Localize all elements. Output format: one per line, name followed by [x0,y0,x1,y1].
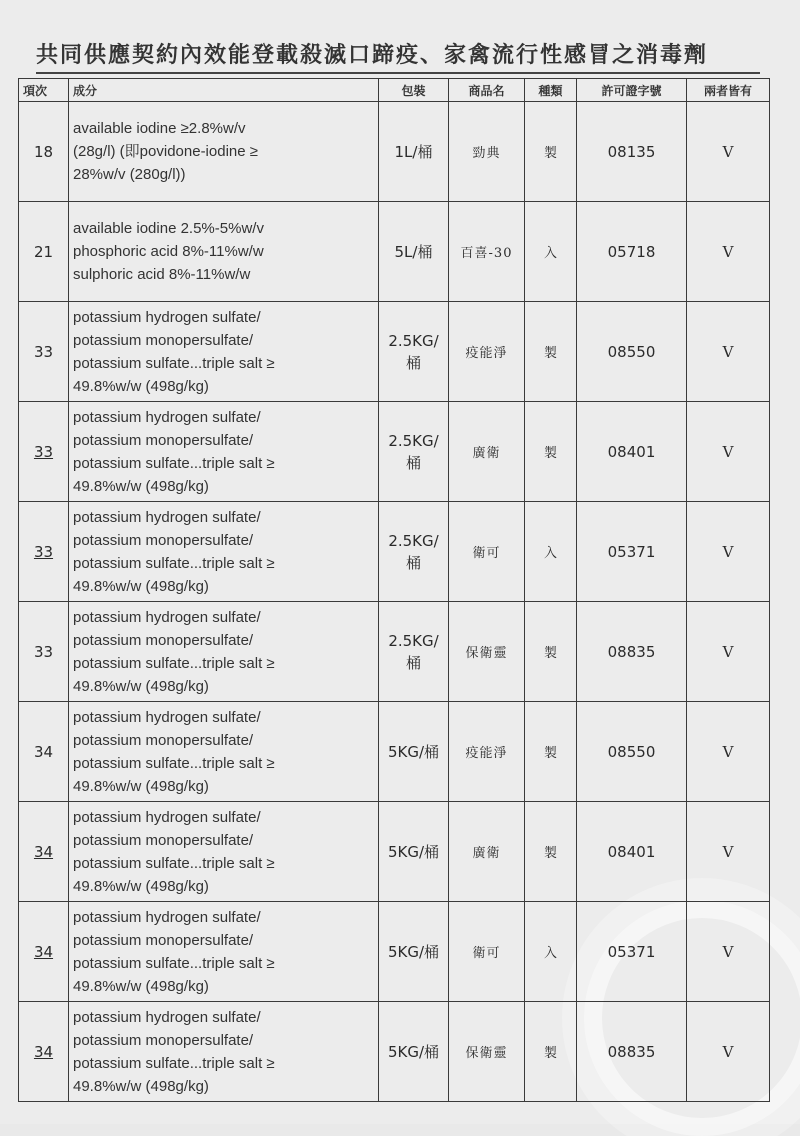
ingredient-line: sulphoric acid 8%-11%w/w [73,266,251,283]
row-number [19,102,69,202]
package-line: 桶 [405,453,421,472]
ingredient-line: potassium hydrogen sulfate/ [73,408,261,426]
type-cell: 製 [525,602,577,702]
row-number-text: 18 [33,142,54,161]
type-cell: 入 [525,502,577,602]
table-row [19,402,770,502]
ingredient-line: potassium hydrogen sulfate/ [73,608,261,626]
ingredient-line: potassium hydrogen sulfate/ [73,908,261,926]
table-row [19,302,770,402]
ingredient-line: 49.8%w/w (498g/kg) [73,1077,209,1095]
ingredient-cell [69,1002,379,1102]
table-row [19,602,770,702]
table-row [19,702,770,802]
product-name-cell: 衛可 [449,902,525,1002]
ingredient-line: 49.8%w/w (498g/kg) [73,377,209,395]
ingredient-line: available iodine 2.5%-5%w/v [73,220,264,237]
type-cell: 製 [525,1002,577,1102]
ingredient-line: 49.8%w/w (498g/kg) [73,877,209,895]
ingredient-line: potassium hydrogen sulfate/ [73,508,261,526]
disinfectant-table [18,78,770,1102]
both-check-cell: V [687,802,770,902]
ingredient-cell [69,702,379,802]
package-line: 1L/桶 [394,142,433,161]
row-number [19,502,69,602]
ingredient-line: potassium sulfate...triple salt ≥ [73,754,275,772]
package-cell [379,302,449,402]
type-cell: 入 [525,202,577,302]
package-cell [379,502,449,602]
type-cell: 製 [525,302,577,402]
license-cell: 08550 [577,702,687,802]
ingredient-line: phosphoric acid 8%-11%w/w [73,243,264,260]
product-name-cell: 廣衛 [449,402,525,502]
package-line: 2.5KG/ [388,631,439,650]
license-cell: 05718 [577,202,687,302]
ingredient-line: potassium sulfate...triple salt ≥ [73,454,275,472]
package-line: 桶 [405,653,421,672]
both-check-cell: V [687,402,770,502]
row-number [19,1002,69,1102]
ingredient-line: 49.8%w/w (498g/kg) [73,677,209,695]
package-line: 桶 [405,353,421,372]
row-number [19,202,69,302]
row-number-text: 34 [33,942,54,961]
ingredient-cell [69,202,379,302]
package-cell [379,902,449,1002]
table-row [19,902,770,1002]
row-number-text: 34 [33,842,54,861]
row-number-text: 33 [33,642,54,661]
ingredient-cell [69,302,379,402]
ingredient-line: potassium hydrogen sulfate/ [73,708,261,726]
row-number [19,802,69,902]
type-cell: 製 [525,702,577,802]
ingredient-line: potassium monopersulfate/ [73,831,254,849]
ingredient-line: potassium hydrogen sulfate/ [73,308,261,326]
product-name-cell: 衛可 [449,502,525,602]
license-cell: 08835 [577,602,687,702]
package-line: 桶 [405,553,421,572]
ingredient-line: 49.8%w/w (498g/kg) [73,477,209,495]
package-cell [379,202,449,302]
product-name-cell: 保衛靈 [449,1002,525,1102]
both-check-cell: V [687,902,770,1002]
license-cell: 08401 [577,802,687,902]
ingredient-line: 49.8%w/w (498g/kg) [73,777,209,795]
ingredient-line: potassium monopersulfate/ [73,331,254,349]
ingredient-line: 49.8%w/w (498g/kg) [73,577,209,595]
ingredient-line: potassium monopersulfate/ [73,431,254,449]
ingredient-line: (28g/l) (即povidone-iodine ≥ [73,143,258,160]
package-cell [379,602,449,702]
ingredient-line: potassium sulfate...triple salt ≥ [73,354,275,372]
row-number-text: 33 [33,442,54,461]
product-name-cell: 疫能淨 [449,302,525,402]
ingredient-line: potassium sulfate...triple salt ≥ [73,554,275,572]
license-cell: 08401 [577,402,687,502]
ingredient-line: potassium hydrogen sulfate/ [73,1008,261,1026]
ingredient-line: 49.8%w/w (498g/kg) [73,977,209,995]
ingredient-line: potassium monopersulfate/ [73,631,254,649]
both-check-cell: V [687,202,770,302]
ingredient-line: potassium monopersulfate/ [73,731,254,749]
package-cell [379,402,449,502]
ingredient-cell [69,602,379,702]
table-row [19,1002,770,1102]
product-name-cell: 勁典 [449,102,525,202]
product-name-cell: 保衛靈 [449,602,525,702]
product-name-cell: 百喜-30 [449,202,525,302]
type-cell: 製 [525,802,577,902]
header-ingredient: 成分 [69,79,379,102]
header-license: 許可證字號 [577,79,687,102]
ingredient-line: potassium sulfate...triple salt ≥ [73,954,275,972]
package-line: 5KG/桶 [387,1042,440,1061]
package-cell [379,102,449,202]
ingredient-line: 28%w/v (280g/l)) [73,166,186,183]
ingredient-cell [69,802,379,902]
license-cell: 08550 [577,302,687,402]
row-number-text: 33 [33,342,54,361]
ingredient-line: potassium hydrogen sulfate/ [73,808,261,826]
table-row [19,802,770,902]
both-check-cell: V [687,502,770,602]
package-line: 5KG/桶 [387,942,440,961]
header-product: 商品名 [449,79,525,102]
ingredient-cell [69,102,379,202]
ingredient-line: potassium sulfate...triple salt ≥ [73,854,275,872]
license-cell: 05371 [577,902,687,1002]
row-number-text: 21 [33,242,54,261]
table-row [19,102,770,202]
ingredient-line: potassium sulfate...triple salt ≥ [73,1054,275,1072]
package-line: 5KG/桶 [387,742,440,761]
header-package: 包裝 [379,79,449,102]
type-cell: 製 [525,402,577,502]
package-line: 5KG/桶 [387,842,440,861]
license-cell: 05371 [577,502,687,602]
row-number-text: 34 [33,1042,54,1061]
product-name-cell: 疫能淨 [449,702,525,802]
header-both: 兩者皆有 [687,79,770,102]
product-name-cell: 廣衛 [449,802,525,902]
ingredient-line: potassium monopersulfate/ [73,931,254,949]
ingredient-line: potassium monopersulfate/ [73,531,254,549]
both-check-cell: V [687,1002,770,1102]
package-line: 2.5KG/ [388,331,439,350]
package-line: 2.5KG/ [388,431,439,450]
package-cell [379,802,449,902]
license-cell: 08135 [577,102,687,202]
type-cell: 製 [525,102,577,202]
package-line: 2.5KG/ [388,531,439,550]
ingredient-line: available iodine ≥2.8%w/v [73,120,246,137]
row-number [19,402,69,502]
license-cell: 08835 [577,1002,687,1102]
table-row [19,502,770,602]
row-number [19,902,69,1002]
type-cell: 入 [525,902,577,1002]
table-header-row [19,79,770,102]
row-number [19,602,69,702]
header-no: 項次 [19,79,69,102]
row-number-text: 34 [33,742,54,761]
ingredient-cell [69,502,379,602]
ingredient-line: potassium sulfate...triple salt ≥ [73,654,275,672]
both-check-cell: V [687,702,770,802]
both-check-cell: V [687,102,770,202]
package-line: 5L/桶 [394,242,433,261]
both-check-cell: V [687,302,770,402]
ingredient-cell [69,902,379,1002]
package-cell [379,702,449,802]
row-number [19,702,69,802]
document-title: 共同供應契約內效能登載殺滅口蹄疫、家禽流行性感冒之消毒劑 [36,38,760,74]
header-type: 種類 [525,79,577,102]
row-number-text: 33 [33,542,54,561]
ingredient-line: potassium monopersulfate/ [73,1031,254,1049]
row-number [19,302,69,402]
ingredient-cell [69,402,379,502]
package-cell [379,1002,449,1102]
table-row [19,202,770,302]
both-check-cell: V [687,602,770,702]
